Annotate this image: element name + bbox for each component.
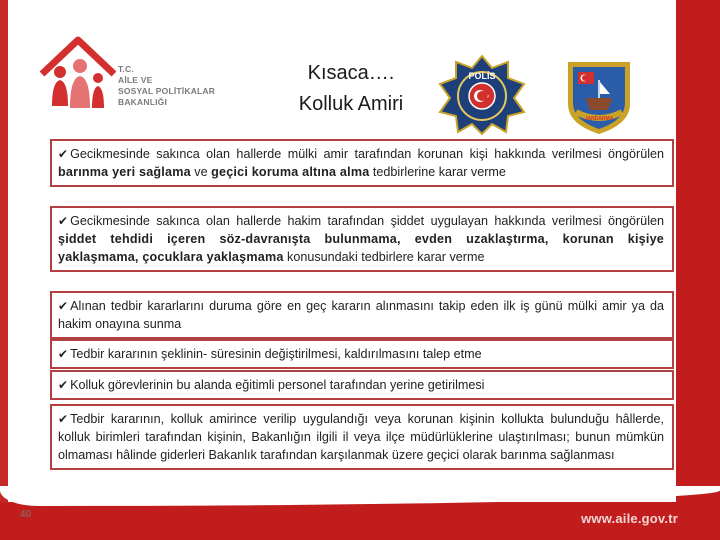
- item-box-4: ✔ Tedbir kararının şeklinin- süresinin değiştirilmesi, kaldırılmasını talep etme: [50, 339, 674, 369]
- checkmark-icon: ✔: [58, 412, 69, 426]
- police-badge-text: POLİS: [468, 71, 496, 81]
- checkmark-icon: ✔: [58, 347, 69, 361]
- checkmark-icon: ✔: [58, 299, 69, 313]
- page-number: 40: [20, 509, 32, 520]
- ministry-name: T.C. AİLE VE SOSYAL POLİTİKALAR BAKANLIĞI: [118, 64, 216, 107]
- title-line-1: Kısaca….: [307, 62, 395, 84]
- checkmark-icon: ✔: [58, 214, 69, 228]
- item-box-5: ✔ Kolluk görevlerinin bu alanda eğitimli personel tarafından yerine getirilmesi: [50, 370, 674, 400]
- police-badge-icon: [434, 54, 530, 136]
- item-box-6: ✔ Tedbir kararının, kolluk amirince verilip uygulandığı veya korunan kişinin kollukta bulunduğu hâllerde, kolluk birimleri tarafından kişinin, Bakanlığın ilgili il veya ilçe müdürlüklerine ulaştırılması; bunun mümkün olmaması hâlinde giderleri Bakanlık tarafından karşılanmak üzere geçici olarak barınma sağlanması: [50, 404, 674, 470]
- right-red-border: [676, 0, 720, 540]
- gendarmerie-badge-icon: [564, 58, 634, 136]
- item-box-1: ✔ Gecikmesinde sakınca olan hallerde mülki amir tarafından korunan kişi hakkında verilmesi öngörülen barınma yeri sağlama ve geçici koruma altına alma tedbirlerine karar verme: [50, 139, 674, 187]
- slide-title: [266, 58, 436, 120]
- item-box-3: ✔ Alınan tedbir kararlarını duruma göre en geç kararın alınmasını takip eden ilk iş günü mülki amir ya da hakim onayına sunma: [50, 291, 674, 339]
- left-red-border: [0, 0, 8, 540]
- item-box-2: ✔ Gecikmesinde sakınca olan hallerde hakim tarafından şiddet uygulayan hakkında verilmesi öngörülen şiddet tehdidi içeren söz-davranışta bulunmama, evden uzaklaştırma, korunan kişiye yaklaşmama, çocuklara yaklaşmama konusundaki tedbirlere karar verme: [50, 206, 674, 272]
- gendarmerie-badge-text: JANDARMA: [584, 116, 614, 122]
- title-line-2: Kolluk Amiri: [298, 93, 404, 115]
- checkmark-icon: ✔: [58, 378, 69, 392]
- slide-card: [8, 0, 676, 502]
- footer-url[interactable]: www.aile.gov.tr: [581, 511, 678, 526]
- checkmark-icon: ✔: [58, 147, 69, 161]
